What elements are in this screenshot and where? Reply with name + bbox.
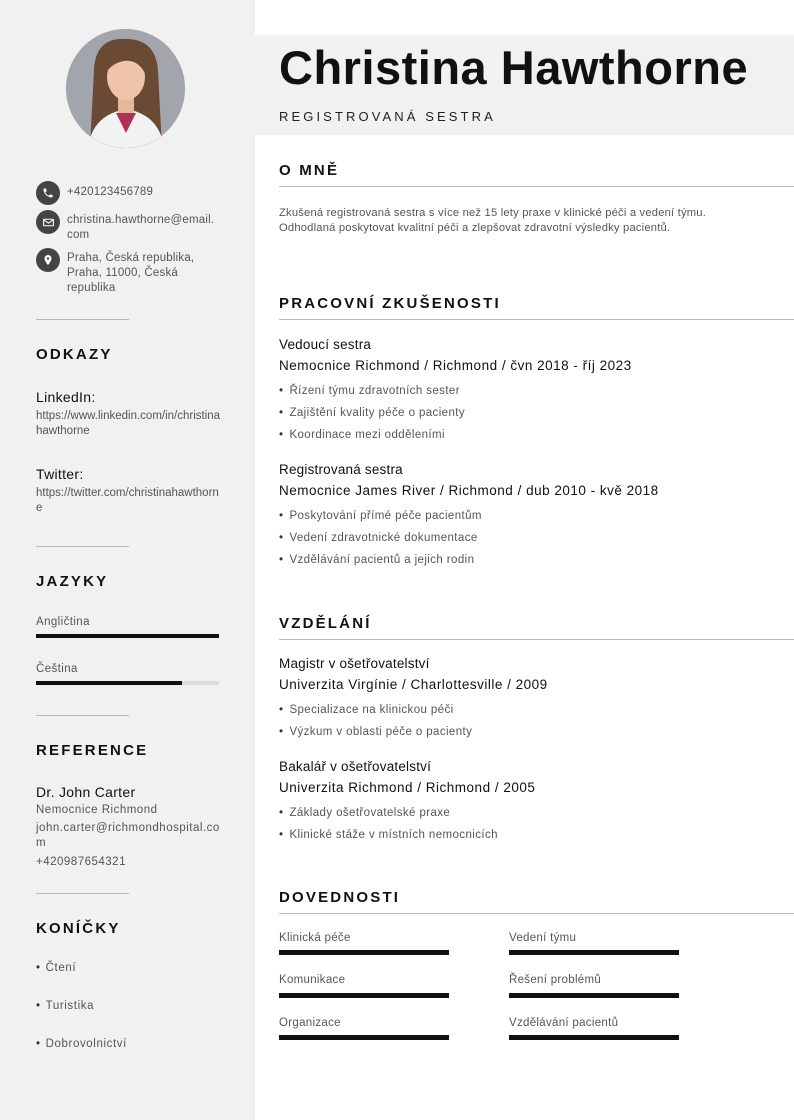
hobby-label: Dobrovolnictví bbox=[45, 1038, 127, 1050]
reference-org: Nemocnice Richmond bbox=[36, 804, 158, 816]
experience-title: Vedoucí sestra bbox=[279, 337, 372, 352]
skill-name: Vzdělávání pacientů bbox=[509, 1017, 619, 1029]
skill-level-bar bbox=[279, 993, 449, 998]
hobby-label: Turistika bbox=[45, 1000, 95, 1012]
education-degree: Bakalář v ošetřovatelství bbox=[279, 759, 432, 774]
skill-name: Vedení týmu bbox=[509, 932, 577, 944]
reference-phone: +420987654321 bbox=[36, 856, 126, 868]
skill-level-fill bbox=[509, 950, 679, 955]
experience-bullet: • Poskytování přímé péče pacientům bbox=[279, 510, 482, 522]
hobby-item: • Čtení bbox=[36, 962, 77, 974]
bullet-text: Vedení zdravotnické dokumentace bbox=[289, 532, 478, 544]
bullet-text: Specializace na klinickou péči bbox=[289, 704, 454, 716]
bullet-text: Vzdělávání pacientů a jejich rodin bbox=[289, 554, 475, 566]
experience-details: Nemocnice Richmond / Richmond / čvn 2018 - říj 2023 bbox=[279, 358, 632, 373]
experience-bullet: • Koordinace mezi odděleními bbox=[279, 429, 445, 441]
experience-bullet: • Řízení týmu zdravotních sester bbox=[279, 385, 460, 397]
bullet-text: Koordinace mezi odděleními bbox=[289, 429, 445, 441]
bullet-text: Řízení týmu zdravotních sester bbox=[289, 385, 460, 397]
skill-name: Klinická péče bbox=[279, 932, 351, 944]
linkedin-url[interactable]: https://www.linkedin.com/in/christinahawthorne bbox=[36, 410, 221, 437]
language-level-bar bbox=[36, 681, 219, 685]
hobbies-heading: KONÍČKY bbox=[36, 920, 121, 937]
job-title: REGISTROVANÁ SESTRA bbox=[279, 109, 496, 124]
section-rule bbox=[279, 319, 794, 320]
experience-title: Registrovaná sestra bbox=[279, 462, 403, 477]
bullet-text: Zajištění kvality péče o pacienty bbox=[289, 407, 465, 419]
skill-level-fill bbox=[279, 1035, 449, 1040]
phone-text: +420123456789 bbox=[67, 186, 154, 198]
email-text: christina.hawthorne@email.com bbox=[67, 214, 215, 241]
phone-icon bbox=[36, 181, 60, 205]
hobby-label: Čtení bbox=[45, 962, 77, 974]
education-heading: VZDĚLÁNÍ bbox=[279, 615, 372, 632]
skill-name: Organizace bbox=[279, 1017, 341, 1029]
twitter-url[interactable]: https://twitter.com/christinahawthorne bbox=[36, 487, 219, 514]
contact-email bbox=[36, 210, 217, 243]
reference-name: Dr. John Carter bbox=[36, 784, 136, 800]
education-degree: Magistr v ošetřovatelství bbox=[279, 656, 430, 671]
bullet-text: Poskytování přímé péče pacientům bbox=[289, 510, 482, 522]
language-level-fill bbox=[36, 681, 182, 685]
bullet-text: Klinické stáže v místních nemocnicích bbox=[289, 829, 498, 841]
languages-heading: JAZYKY bbox=[36, 573, 109, 590]
profile-photo bbox=[66, 29, 185, 148]
education-details: Univerzita Richmond / Richmond / 2005 bbox=[279, 780, 536, 795]
skill-level-fill bbox=[509, 1035, 679, 1040]
skill-level-bar bbox=[279, 1035, 449, 1040]
skill-level-bar bbox=[279, 950, 449, 955]
sidebar-divider bbox=[36, 546, 129, 547]
skills-heading: DOVEDNOSTI bbox=[279, 889, 401, 906]
education-details: Univerzita Virgínie / Charlottesville / 2009 bbox=[279, 677, 548, 692]
experience-heading: PRACOVNÍ ZKUŠENOSTI bbox=[279, 295, 501, 312]
links-heading: ODKAZY bbox=[36, 346, 113, 363]
skill-name: Komunikace bbox=[279, 974, 346, 986]
language-name: Angličtina bbox=[36, 616, 90, 628]
skill-level-fill bbox=[509, 993, 679, 998]
sidebar-divider bbox=[36, 893, 129, 894]
skill-level-bar bbox=[509, 1035, 679, 1040]
section-rule bbox=[279, 186, 794, 187]
education-bullet: • Výzkum v oblasti péče o pacienty bbox=[279, 726, 473, 738]
hobby-item: • Turistika bbox=[36, 1000, 95, 1012]
about-heading: O MNĚ bbox=[279, 162, 340, 179]
contact-phone bbox=[36, 181, 217, 205]
section-rule bbox=[279, 639, 794, 640]
experience-details: Nemocnice James River / Richmond / dub 2010 - kvě 2018 bbox=[279, 483, 659, 498]
education-bullet: • Základy ošetřovatelské praxe bbox=[279, 807, 451, 819]
skill-level-fill bbox=[279, 950, 449, 955]
contact-address bbox=[36, 248, 207, 296]
language-level-fill bbox=[36, 634, 219, 638]
language-level-bar bbox=[36, 634, 219, 638]
sidebar-divider bbox=[36, 319, 129, 320]
references-heading: REFERENCE bbox=[36, 742, 149, 759]
education-bullet: • Klinické stáže v místních nemocnicích bbox=[279, 829, 498, 841]
skill-level-bar bbox=[509, 993, 679, 998]
mail-icon bbox=[36, 210, 60, 234]
address-text: Praha, Česká republika, Praha, 11000, Česká republika bbox=[67, 252, 195, 294]
location-pin-icon bbox=[36, 248, 60, 272]
experience-bullet: • Vedení zdravotnické dokumentace bbox=[279, 532, 478, 544]
experience-bullet: • Zajištění kvality péče o pacienty bbox=[279, 407, 465, 419]
reference-email: john.carter@richmondhospital.com bbox=[36, 822, 220, 849]
sidebar bbox=[0, 0, 255, 1120]
section-rule bbox=[279, 913, 794, 914]
sidebar-divider bbox=[36, 715, 129, 716]
linkedin-label: LinkedIn: bbox=[36, 389, 96, 405]
skill-name: Řešení problémů bbox=[509, 974, 602, 986]
twitter-label: Twitter: bbox=[36, 466, 84, 482]
about-text: Zkušená registrovaná sestra s více než 15 lety praxe v klinické péči a vedení týmu. Odhodlaná poskytovat kvalitní péči a zlepšovat zdravotní výsledky pacientů. bbox=[279, 207, 707, 234]
full-name: Christina Hawthorne bbox=[279, 41, 749, 94]
hobby-item: • Dobrovolnictví bbox=[36, 1038, 127, 1050]
bullet-text: Základy ošetřovatelské praxe bbox=[289, 807, 451, 819]
language-name: Čeština bbox=[36, 663, 78, 675]
skill-level-bar bbox=[509, 950, 679, 955]
skill-level-fill bbox=[279, 993, 449, 998]
education-bullet: • Specializace na klinickou péči bbox=[279, 704, 454, 716]
bullet-text: Výzkum v oblasti péče o pacienty bbox=[289, 726, 473, 738]
experience-bullet: • Vzdělávání pacientů a jejich rodin bbox=[279, 554, 475, 566]
